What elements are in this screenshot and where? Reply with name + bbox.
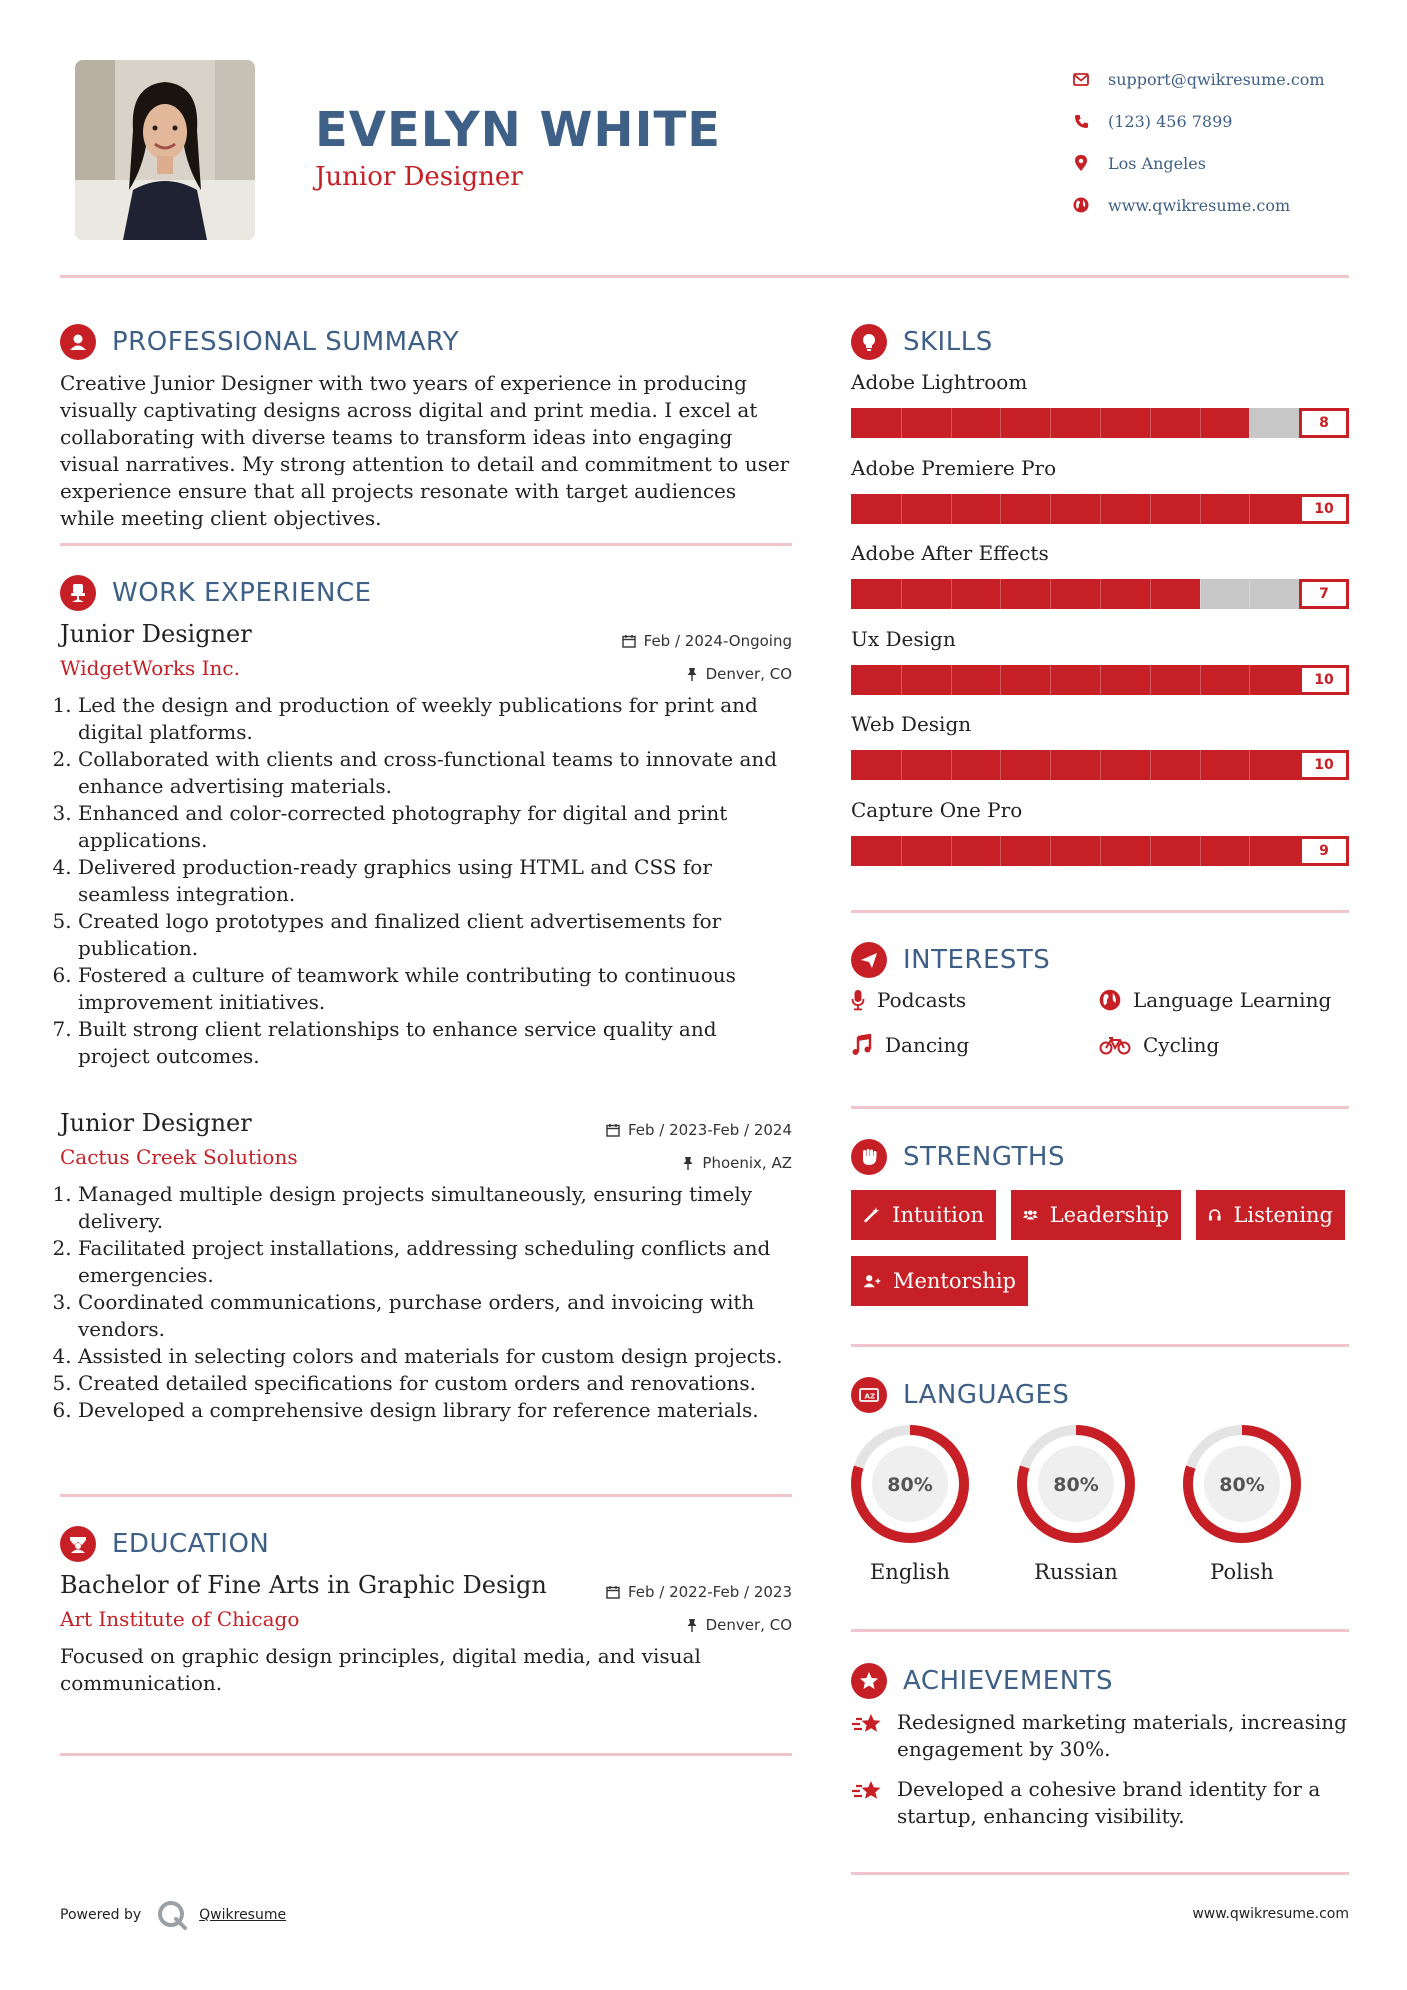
- skill-bar-segment: [1000, 836, 1001, 866]
- skill-bar-segment: [901, 665, 902, 695]
- qwikresume-link[interactable]: Qwikresume: [199, 1907, 287, 1923]
- skill-bar-segment: [951, 408, 952, 438]
- skill-bar: [851, 579, 1349, 609]
- bicycle-icon: [1099, 1035, 1131, 1055]
- strength-intuition: Intuition: [851, 1190, 996, 1240]
- profile-photo: [75, 60, 255, 240]
- user-plus-icon: [863, 1271, 881, 1291]
- skill-bar: [851, 408, 1349, 438]
- fist-icon: [851, 1139, 887, 1175]
- list-item: 6. Fostered a culture of teamwork while contributing to continuous improvement initiatives.: [78, 962, 792, 1016]
- skill-bar-segment: [1100, 665, 1101, 695]
- skill-name: Adobe Lightroom: [851, 370, 1028, 394]
- svg-text:A: A: [864, 1392, 870, 1401]
- strengths-divider: [851, 1344, 1349, 1347]
- contact-email[interactable]: [1072, 58, 1325, 100]
- language-name: Russian: [1034, 1560, 1118, 1584]
- language-donut: [1180, 1422, 1304, 1546]
- degree-title: Bachelor of Fine Arts in Graphic Design: [60, 1571, 547, 1599]
- map-pin-icon: [1072, 154, 1090, 172]
- skill-name: Adobe Premiere Pro: [851, 455, 1057, 480]
- skill-bar-segment: [1050, 665, 1051, 695]
- phone-text: (123) 456 7899: [1108, 111, 1233, 131]
- list-item: 2. Facilitated project installations, addressing scheduling conflicts and emergencies.: [78, 1235, 792, 1289]
- skill-bar-segment: [1000, 408, 1001, 438]
- music-note-icon: [851, 1034, 873, 1056]
- skills-heading: SKILLS: [851, 324, 993, 360]
- contact-location: [1072, 142, 1325, 184]
- skill-bar-segment: [901, 408, 902, 438]
- job-location: Denver, CO: [686, 665, 792, 683]
- skill-bar-segment: [1150, 665, 1151, 695]
- skill-bar-segment: [1249, 494, 1250, 524]
- skill-bar-segment: [1000, 494, 1001, 524]
- contact-website[interactable]: [1072, 184, 1325, 226]
- svg-text:Z: Z: [870, 1392, 876, 1401]
- job-duties: [60, 1181, 792, 1424]
- job-entry: [60, 1109, 792, 1424]
- skill-bar-segment: [1100, 408, 1101, 438]
- language-name: English: [869, 1560, 951, 1584]
- list-item: 2. Collaborated with clients and cross-functional teams to innovate and enhance advertising materials.: [78, 746, 792, 800]
- skill-item: [851, 456, 1349, 524]
- candidate-title: Junior Designer: [315, 162, 523, 192]
- languages-heading: A Z LANGUAGES: [851, 1377, 1069, 1413]
- headphones-icon: [1208, 1205, 1221, 1225]
- interest-dancing: Dancing: [851, 1033, 969, 1057]
- summary-heading: PROFESSIONAL SUMMARY: [60, 324, 459, 360]
- skill-bar-segment: [951, 750, 952, 780]
- skill-bar-segment: [1050, 408, 1051, 438]
- skill-bar: [851, 665, 1349, 695]
- language-donut: [1014, 1422, 1138, 1546]
- footer-website[interactable]: www.qwikresume.com: [1192, 1906, 1349, 1922]
- skill-level: 10: [1299, 665, 1349, 695]
- skill-bar-segment: [1200, 408, 1201, 438]
- skills-divider: [851, 910, 1349, 913]
- language-item: [848, 1422, 972, 1584]
- skill-bar-segment: [1100, 836, 1101, 866]
- interests-divider: [851, 1106, 1349, 1109]
- qwikresume-logo-icon: [155, 1898, 189, 1932]
- achievements-heading: ACHIEVEMENTS: [851, 1663, 1113, 1699]
- skill-bar-fill: [851, 836, 1299, 866]
- skill-bar-segment: [1200, 750, 1201, 780]
- skill-bar-segment: [1249, 665, 1250, 695]
- skill-item: [851, 541, 1349, 609]
- strength-leadership: Leadership: [1011, 1190, 1181, 1240]
- job-duties: [60, 692, 792, 1070]
- skill-bar-segment: [1000, 750, 1001, 780]
- skill-bar-segment: [1150, 494, 1151, 524]
- skill-item: [851, 798, 1349, 866]
- location-text: Los Angeles: [1108, 153, 1206, 173]
- skill-bar-segment: [1000, 665, 1001, 695]
- language-percent: 80%: [1053, 1474, 1099, 1496]
- skill-bar-segment: [1150, 408, 1151, 438]
- skill-bar-segment: [1100, 750, 1101, 780]
- email-text: support@qwikresume.com: [1108, 69, 1325, 89]
- strengths-heading: STRENGTHS: [851, 1139, 1065, 1175]
- list-item: 4. Delivered production-ready graphics using HTML and CSS for seamless integration.: [78, 854, 792, 908]
- skill-bar-segment: [1200, 579, 1201, 609]
- lightbulb-icon: [851, 324, 887, 360]
- achievement-item: Redesigned marketing materials, increasing engagement by 30%.: [851, 1709, 1351, 1763]
- job-company: Cactus Creek Solutions: [60, 1145, 298, 1169]
- strength-listening: Listening: [1196, 1190, 1345, 1240]
- skill-bar-segment: [901, 750, 902, 780]
- language-donut: [848, 1422, 972, 1546]
- header-divider: [60, 275, 1349, 278]
- strength-mentorship: Mentorship: [851, 1256, 1028, 1306]
- list-item: 6. Developed a comprehensive design library for reference materials.: [78, 1397, 792, 1424]
- skill-bar-segment: [1150, 750, 1151, 780]
- experience-divider: [60, 1494, 792, 1497]
- skill-bar-segment: [1200, 665, 1201, 695]
- skill-bar-segment: [1200, 494, 1201, 524]
- list-item: 5. Created logo prototypes and finalized client advertisements for publication.: [78, 908, 792, 962]
- skill-bar-segment: [1200, 836, 1201, 866]
- education-divider: [60, 1753, 792, 1756]
- skill-bar-segment: [951, 665, 952, 695]
- education-dates: Feb / 2022-Feb / 2023: [606, 1583, 792, 1601]
- list-item: 1. Led the design and production of weekly publications for print and digital platforms.: [78, 692, 792, 746]
- users-icon: [1023, 1205, 1038, 1225]
- language-percent: 80%: [1219, 1474, 1265, 1496]
- envelope-icon: [1072, 70, 1090, 88]
- job-title: Junior Designer: [60, 620, 252, 648]
- skill-bar-segment: [901, 579, 902, 609]
- list-item: 1. Managed multiple design projects simultaneously, ensuring timely delivery.: [78, 1181, 792, 1235]
- skill-name: Web Design: [851, 712, 972, 736]
- phone-icon: [1072, 112, 1090, 130]
- skill-level: 10: [1299, 494, 1349, 524]
- list-item: 4. Assisted in selecting colors and materials for custom design projects.: [78, 1343, 792, 1370]
- language-name: Polish: [1210, 1560, 1274, 1584]
- skill-bar-fill: [851, 579, 1200, 609]
- interest-cycling: Cycling: [1099, 1033, 1219, 1057]
- pushpin-icon: [686, 1618, 698, 1632]
- website-text: www.qwikresume.com: [1108, 195, 1291, 215]
- skill-bar-segment: [1249, 408, 1250, 438]
- magic-wand-icon: [863, 1205, 880, 1225]
- interests-heading: INTERESTS: [851, 942, 1050, 978]
- skill-bar-segment: [1050, 750, 1051, 780]
- job-company: WidgetWorks Inc.: [60, 656, 240, 680]
- skill-bar-segment: [951, 579, 952, 609]
- shooting-star-icon: [851, 1711, 885, 1737]
- footer-powered-by: Powered by Qwikresume: [60, 1898, 286, 1932]
- globe-icon: [1099, 989, 1121, 1011]
- experience-heading: WORK EXPERIENCE: [60, 575, 372, 611]
- education-heading: EDUCATION: [60, 1526, 269, 1562]
- user-circle-icon: [60, 324, 96, 360]
- education-location: Denver, CO: [686, 1616, 792, 1634]
- pushpin-icon: [686, 667, 698, 681]
- job-dates: Feb / 2023-Feb / 2024: [606, 1121, 792, 1139]
- skill-bar-segment: [1249, 836, 1250, 866]
- paper-plane-icon: [851, 942, 887, 978]
- skill-bar-segment: [1100, 579, 1101, 609]
- skill-bar-segment: [901, 836, 902, 866]
- skill-level: 10: [1299, 750, 1349, 780]
- education-entry: [60, 1571, 792, 1697]
- education-description: Focused on graphic design principles, digital media, and visual communication.: [60, 1644, 701, 1695]
- skill-bar-segment: [1000, 579, 1001, 609]
- skill-name: Capture One Pro: [851, 797, 1023, 822]
- skill-bar-segment: [951, 836, 952, 866]
- list-item: 5. Created detailed specifications for custom orders and renovations.: [78, 1370, 792, 1397]
- language-icon: [851, 1377, 887, 1413]
- languages-divider: [851, 1629, 1349, 1632]
- skill-item: [851, 627, 1349, 695]
- school-name: Art Institute of Chicago: [60, 1607, 300, 1631]
- star-badge-icon: [851, 1663, 887, 1699]
- achievement-item: Developed a cohesive brand identity for a startup, enhancing visibility.: [851, 1776, 1351, 1830]
- language-item: [1014, 1422, 1138, 1584]
- interest-language-learning: Language Learning: [1099, 988, 1331, 1012]
- skill-name: Adobe After Effects: [851, 541, 1049, 565]
- skill-bar-segment: [1100, 494, 1101, 524]
- interest-podcasts: Podcasts: [851, 988, 966, 1012]
- skill-bar-segment: [1150, 836, 1151, 866]
- list-item: 3. Coordinated communications, purchase orders, and invoicing with vendors.: [78, 1289, 792, 1343]
- job-location: Phoenix, AZ: [682, 1154, 792, 1172]
- skill-level: 7: [1299, 579, 1349, 609]
- summary-text: Creative Junior Designer with two years of experience in producing visually captivating designs across digital and print media. I excel at collaborating with diverse teams to transform ideas into engaging visual narratives. My strong attention to detail and commitment to user experience ensure that all projects resonate with target audiences while meeting client objectives.: [60, 371, 790, 530]
- skill-bar: [851, 836, 1349, 866]
- skill-bar: [851, 494, 1349, 524]
- list-item: 7. Built strong client relationships to enhance service quality and project outcomes.: [78, 1016, 792, 1070]
- calendar-icon: [606, 1585, 620, 1599]
- globe-icon: [1072, 196, 1090, 214]
- job-dates: Feb / 2024-Ongoing: [622, 632, 792, 650]
- achievements-divider: [851, 1872, 1349, 1875]
- contact-list: [1072, 58, 1325, 226]
- candidate-name: EVELYN WHITE: [315, 102, 721, 158]
- skill-bar-segment: [1249, 750, 1250, 780]
- skill-bar-segment: [951, 494, 952, 524]
- graduate-icon: [60, 1526, 96, 1562]
- language-percent: 80%: [887, 1474, 933, 1496]
- job-entry: [60, 620, 792, 1070]
- calendar-icon: [606, 1123, 620, 1137]
- calendar-icon: [622, 634, 636, 648]
- skill-bar-segment: [1050, 494, 1051, 524]
- skill-bar-segment: [901, 494, 902, 524]
- skill-bar-segment: [1050, 836, 1051, 866]
- skill-item: [851, 370, 1349, 438]
- skill-name: Ux Design: [851, 626, 956, 651]
- skill-bar-segment: [1249, 579, 1250, 609]
- contact-phone[interactable]: [1072, 100, 1325, 142]
- skill-bar-segment: [1050, 579, 1051, 609]
- office-chair-icon: [60, 575, 96, 611]
- skill-level: 8: [1299, 408, 1349, 438]
- skill-level: 9: [1299, 836, 1349, 866]
- shooting-star-icon: [851, 1778, 885, 1804]
- summary-divider: [60, 543, 792, 546]
- pushpin-icon: [682, 1156, 694, 1170]
- list-item: 3. Enhanced and color-corrected photography for digital and print applications.: [78, 800, 792, 854]
- skill-bar: [851, 750, 1349, 780]
- language-item: [1180, 1422, 1304, 1584]
- skill-item: [851, 712, 1349, 780]
- skill-bar-segment: [1150, 579, 1151, 609]
- microphone-icon: [851, 989, 865, 1011]
- job-title: Junior Designer: [60, 1109, 252, 1137]
